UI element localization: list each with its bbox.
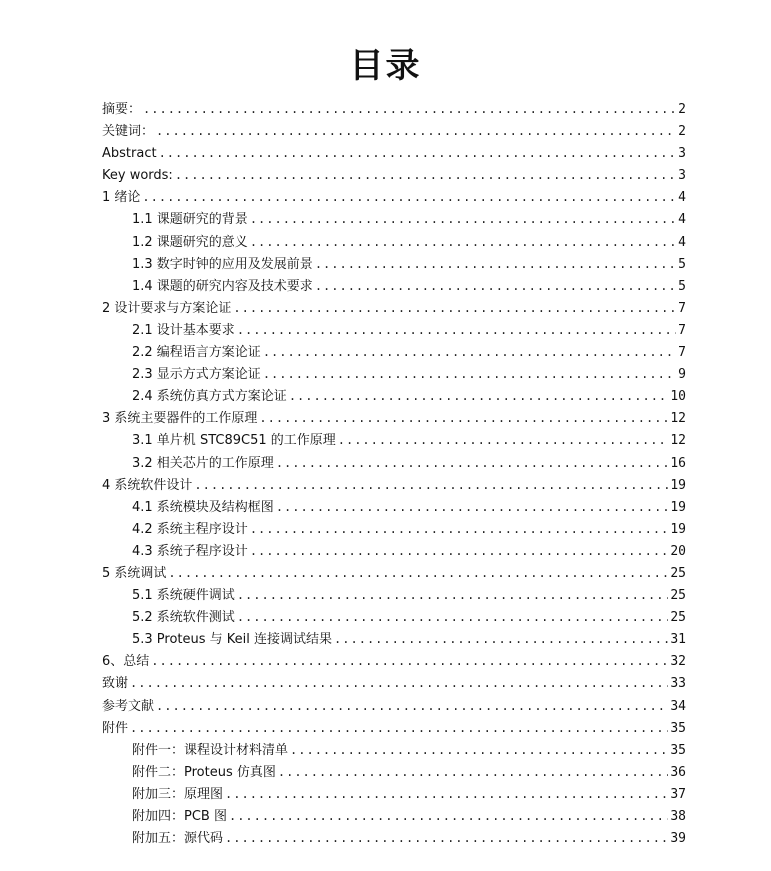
- toc-dot-leader: [237, 319, 676, 341]
- toc-dot-leader: [259, 407, 668, 429]
- toc-entry-label: 5.1 系统硬件调试: [132, 588, 235, 604]
- toc-entry[interactable]: [102, 672, 686, 694]
- toc-dot-leader: [290, 739, 668, 761]
- toc-entry[interactable]: [102, 606, 686, 628]
- toc-dot-leader: [278, 761, 668, 783]
- toc-dot-leader: [194, 474, 668, 496]
- toc-entry[interactable]: [102, 385, 686, 407]
- toc-dot-leader: [175, 164, 676, 186]
- toc-entry-page-number: 12: [670, 433, 686, 449]
- page-title: 目录: [349, 46, 422, 86]
- toc-entry-page-number: 35: [670, 742, 686, 758]
- toc-entry[interactable]: [102, 98, 686, 120]
- toc-entry-label: 关键词：: [102, 124, 155, 140]
- toc-entry[interactable]: [102, 496, 686, 518]
- toc-entry-page-number: 12: [670, 411, 686, 427]
- toc-dot-leader: [142, 186, 676, 208]
- toc-dot-leader: [237, 584, 669, 606]
- toc-entry-label: 附加五：源代码: [132, 831, 224, 847]
- toc-dot-leader: [315, 253, 676, 275]
- toc-dot-leader: [156, 695, 668, 717]
- toc-entry-label: 1 绪论: [102, 190, 141, 206]
- toc-entry-page-number: 4: [678, 190, 686, 206]
- toc-dot-leader: [263, 341, 676, 363]
- toc-entry[interactable]: [102, 827, 686, 849]
- toc-entry-page-number: 16: [670, 455, 686, 471]
- toc-entry[interactable]: [102, 341, 686, 363]
- toc-dot-leader: [250, 231, 676, 253]
- toc-entry[interactable]: [102, 186, 686, 208]
- toc-entry-page-number: 7: [678, 322, 686, 338]
- toc-entry-page-number: 19: [670, 477, 686, 493]
- toc-entry-label: 3.2 相关芯片的工作原理: [132, 455, 274, 471]
- toc-entry-label: 3 系统主要器件的工作原理: [102, 411, 258, 427]
- toc-entry-label: 1.1 课题研究的背景: [132, 212, 248, 228]
- toc-entry-label: 1.2 课题研究的意义: [132, 234, 248, 250]
- toc-entry[interactable]: [102, 474, 686, 496]
- toc-entry-page-number: 9: [678, 367, 686, 383]
- toc-dot-leader: [229, 805, 668, 827]
- toc-entry-page-number: 5: [678, 278, 686, 294]
- toc-entry-label: 2.3 显示方式方案论证: [132, 367, 261, 383]
- toc-entry[interactable]: [102, 650, 686, 672]
- toc-entry-page-number: 33: [670, 676, 686, 692]
- toc-dot-leader: [237, 606, 669, 628]
- toc-entry-page-number: 32: [670, 654, 686, 670]
- toc-entry-label: 附件一：课程设计材料清单: [132, 742, 289, 758]
- toc-entry[interactable]: [102, 407, 686, 429]
- toc-entry[interactable]: [102, 783, 686, 805]
- toc-entry-page-number: 19: [670, 521, 686, 537]
- toc-dot-leader: [151, 650, 668, 672]
- toc-entry-label: Abstract: [102, 146, 157, 162]
- toc-entry[interactable]: [102, 805, 686, 827]
- toc-entry[interactable]: [102, 297, 686, 319]
- toc-entry-label: 3.1 单片机 STC89C51 的工作原理: [132, 433, 336, 449]
- toc-entry[interactable]: [102, 540, 686, 562]
- toc-entry-page-number: 25: [670, 588, 686, 604]
- toc-entry-page-number: 38: [670, 809, 686, 824]
- toc-dot-leader: [289, 385, 669, 407]
- toc-dot-leader: [168, 562, 668, 584]
- toc-entry-page-number: 3: [678, 168, 686, 184]
- toc-dot-leader: [276, 496, 669, 518]
- toc-entry[interactable]: [102, 164, 686, 186]
- toc-dot-leader: [338, 429, 669, 451]
- toc-entry-page-number: 2: [678, 102, 686, 117]
- toc-entry-label: 5.3 Proteus 与 Keil 连接调试结果: [132, 632, 333, 648]
- toc-entry-page-number: 7: [678, 300, 686, 316]
- toc-entry-label: 6、总结: [102, 654, 150, 670]
- toc-entry-page-number: 3: [678, 146, 686, 162]
- toc-entry-page-number: 5: [678, 256, 686, 272]
- toc-dot-leader: [225, 783, 668, 805]
- toc-entry[interactable]: [102, 142, 686, 164]
- toc-entry-label: 2.4 系统仿真方式方案论证: [132, 389, 287, 405]
- toc-entry-label: 4.3 系统子程序设计: [132, 543, 248, 559]
- toc-entry-page-number: 35: [670, 720, 686, 736]
- toc-entry[interactable]: [102, 363, 686, 385]
- toc-entry[interactable]: [102, 231, 686, 253]
- toc-dot-leader: [156, 120, 676, 142]
- toc-entry[interactable]: [102, 628, 686, 650]
- toc-entry-page-number: 4: [678, 234, 686, 250]
- toc-entry-page-number: 19: [670, 499, 686, 515]
- table-of-contents: [102, 98, 686, 849]
- toc-entry-label: 参考文献: [102, 698, 155, 714]
- toc-entry-page-number: 10: [670, 389, 686, 405]
- toc-entry-label: 2.2 编程语言方案论证: [132, 345, 261, 361]
- toc-entry[interactable]: [102, 739, 686, 761]
- toc-entry-label: Key words:: [102, 168, 173, 184]
- toc-entry-page-number: 31: [670, 632, 686, 648]
- toc-entry-label: 4 系统软件设计: [102, 477, 193, 493]
- toc-entry-label: 附加四：PCB 图: [132, 809, 227, 824]
- toc-dot-leader: [159, 142, 677, 164]
- toc-entry-page-number: 25: [670, 610, 686, 626]
- toc-entry-label: 4.1 系统模块及结构框图: [132, 499, 274, 515]
- toc-dot-leader: [334, 628, 668, 650]
- toc-entry-label: 2 设计要求与方案论证: [102, 300, 232, 316]
- toc-entry[interactable]: [102, 695, 686, 717]
- toc-dot-leader: [263, 363, 676, 385]
- toc-entry-label: 附件: [102, 720, 129, 736]
- toc-dot-leader: [250, 208, 676, 230]
- toc-entry-page-number: 25: [670, 565, 686, 581]
- toc-entry-label: 致谢: [102, 676, 129, 692]
- toc-entry-label: 2.1 设计基本要求: [132, 322, 235, 338]
- toc-dot-leader: [130, 672, 668, 694]
- toc-entry[interactable]: [102, 319, 686, 341]
- toc-entry-label: 附件二：Proteus 仿真图: [132, 764, 276, 780]
- toc-entry-label: 4.2 系统主程序设计: [132, 521, 248, 537]
- toc-entry-page-number: 37: [670, 786, 686, 802]
- toc-entry-page-number: 34: [670, 698, 686, 714]
- toc-dot-leader: [233, 297, 676, 319]
- toc-dot-leader: [276, 452, 669, 474]
- toc-entry[interactable]: [102, 253, 686, 275]
- toc-entry[interactable]: [102, 761, 686, 783]
- toc-entry-page-number: 2: [678, 124, 686, 140]
- toc-dot-leader: [225, 827, 668, 849]
- toc-entry[interactable]: [102, 717, 686, 739]
- toc-dot-leader: [130, 717, 668, 739]
- toc-entry-label: 1.4 课题的研究内容及技术要求: [132, 278, 313, 294]
- toc-entry[interactable]: [102, 429, 686, 451]
- toc-entry-label: 摘要：: [102, 102, 142, 117]
- toc-entry-page-number: 20: [670, 543, 686, 559]
- toc-entry[interactable]: [102, 562, 686, 584]
- toc-entry-label: 5.2 系统软件测试: [132, 610, 235, 626]
- toc-entry[interactable]: [102, 275, 686, 297]
- toc-entry-label: 5 系统调试: [102, 565, 167, 581]
- toc-entry-label: 1.3 数字时钟的应用及发展前景: [132, 256, 313, 272]
- toc-entry[interactable]: [102, 518, 686, 540]
- toc-dot-leader: [250, 518, 669, 540]
- toc-entry-page-number: 39: [670, 831, 686, 847]
- toc-entry[interactable]: [102, 452, 686, 474]
- toc-dot-leader: [143, 98, 676, 120]
- toc-entry-page-number: 4: [678, 212, 686, 228]
- toc-entry[interactable]: [102, 208, 686, 230]
- toc-entry-label: 附加三：原理图: [132, 786, 224, 802]
- toc-dot-leader: [250, 540, 669, 562]
- toc-entry-page-number: 7: [678, 345, 686, 361]
- toc-entry-page-number: 36: [670, 764, 686, 780]
- toc-dot-leader: [315, 275, 676, 297]
- toc-entry[interactable]: [102, 120, 686, 142]
- toc-entry[interactable]: [102, 584, 686, 606]
